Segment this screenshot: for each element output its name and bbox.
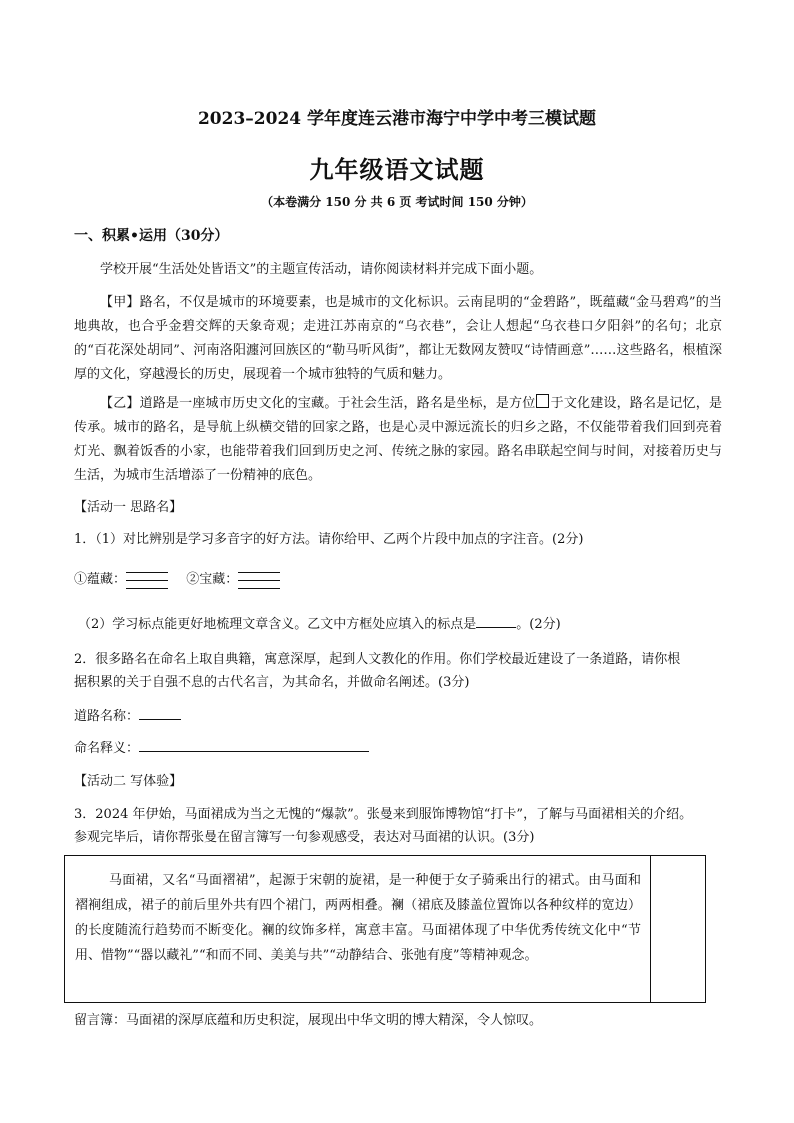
section-intro: 学校开展“生活处处皆语文”的主题宣传活动，请你阅读材料并完成下面小题。 [100,262,543,277]
passage-jia: 【甲】路名，不仅是城市的环境要素，也是城市的文化标识。云南昆明的“金碧路”，既蕴藏“金马碧鸡”的当地典故，也合乎金碧交辉的天象奇观；走进江苏南京的“乌衣巷”，会让人想起“乌衣巷口夕阳斜”的名句；北京的“百花深处胡同”、河南洛阳瀍河回族区的“勒马听风街”，都让无数网友赞叹“诗情画意”……这些路名，根植深厚的文化，穿越漫长的历史，展现着一个城市独特的气质和魅力。 [74,295,722,382]
naming-blank[interactable] [139,737,369,752]
passage-yi-part2: 于文化建设，路名是记忆，是传承。城市的路名，是导航上纵横交错的回家之路，也是心灵中源远流长的归乡之路，不仅能带着我们回到亮着灯光、飘着饭香的小家，也能带着我们回到历史之河、传统之脉的家园。路名串联起空间与时间，对接着历史与生活，为城市生活增添了一份精神的底色。 [74,396,722,483]
punctuation-box [536,394,549,408]
subject-title: 九年级语文试题 [309,155,485,184]
activity1-label: 【活动一 思路名】 [74,500,183,515]
pinyin-label-baozang: ②宝藏： [186,572,239,587]
guestbook-line: 留言簿：马面裙的深厚底蕴和历史积淀，展现出中华文明的博大精深，令人惊叹。 [74,1013,543,1028]
pinyin-answer-row [74,568,280,591]
museum-info-box [64,855,706,1003]
road-name-row [74,705,181,728]
question-2-line2: 据积累的关于自强不息的古代名言，为其命名，并做命名阐述。(3分) [74,675,470,690]
question-3-line1: 3．2024 年伊始，马面裙成为当之无愧的“爆款”。张曼来到服饰博物馆“打卡”，了解与马面裙相关的介绍。 [74,807,693,822]
punctuation-answer-blank[interactable] [476,613,516,628]
exam-info: （本卷满分 150 分 共 6 页 考试时间 150 分钟） [261,195,533,209]
passage-yi [74,392,722,488]
question-2-line1: 2．很多路名在命名上取自典籍，寓意深厚，起到人文教化的作用。你们学校最近建设了一条道路，请你根 [74,652,681,667]
question-3-line2: 参观完毕后，请你帮张曼在留言簿写一句参观感受，表达对马面裙的认识。(3分) [74,830,535,845]
activity2-label: 【活动二 写体验】 [74,774,183,789]
pinyin-label-yuncang: ①蕴藏： [74,572,127,587]
question-1-2 [78,613,561,636]
passage-yi-part1: 【乙】道路是一座城市历史文化的宝藏。于社会生活，路名是坐标，是方位 [100,396,536,411]
question-1-1: 1．（1）对比辨别是学习多音字的好方法。请你给甲、乙两个片段中加点的字注音。(2分) [74,532,584,547]
road-name-label: 道路名称： [74,709,140,724]
box-divider [650,856,651,1002]
naming-row [74,737,369,760]
question-1-2-text: （2）学习标点能更好地梳理文章含义。乙文中方框处应填入的标点是 [78,617,477,632]
museum-info-text: 马面裙，又名“马面褶裙”，起源于宋朝的旋裙，是一种便于女子骑乘出行的裙式。由马面和褶裥组成，裙子的前后里外共有四个裙门，两两相叠。襕（裙底及膝盖位置饰以各种纹样的宽边）的长度随流行趋势而不断变化。襕的纹饰多样，寓意丰富。马面裙体现了中华优秀传统文化中“节用、惜物”“器以藏礼”“和而不同、美美与共”“动静结合、张弛有度”等精神观念。 [75,873,641,963]
exam-title: 2023–2024 学年度连云港市海宁中学中考三模试题 [197,109,597,129]
naming-label: 命名释义： [74,741,140,756]
section-heading: 一、积累•运用（30分） [74,228,229,244]
road-name-blank[interactable] [139,705,181,720]
pinyin-blank-1[interactable] [126,570,168,590]
question-1-2-score: 。(2分) [516,617,561,632]
pinyin-blank-2[interactable] [238,570,280,590]
